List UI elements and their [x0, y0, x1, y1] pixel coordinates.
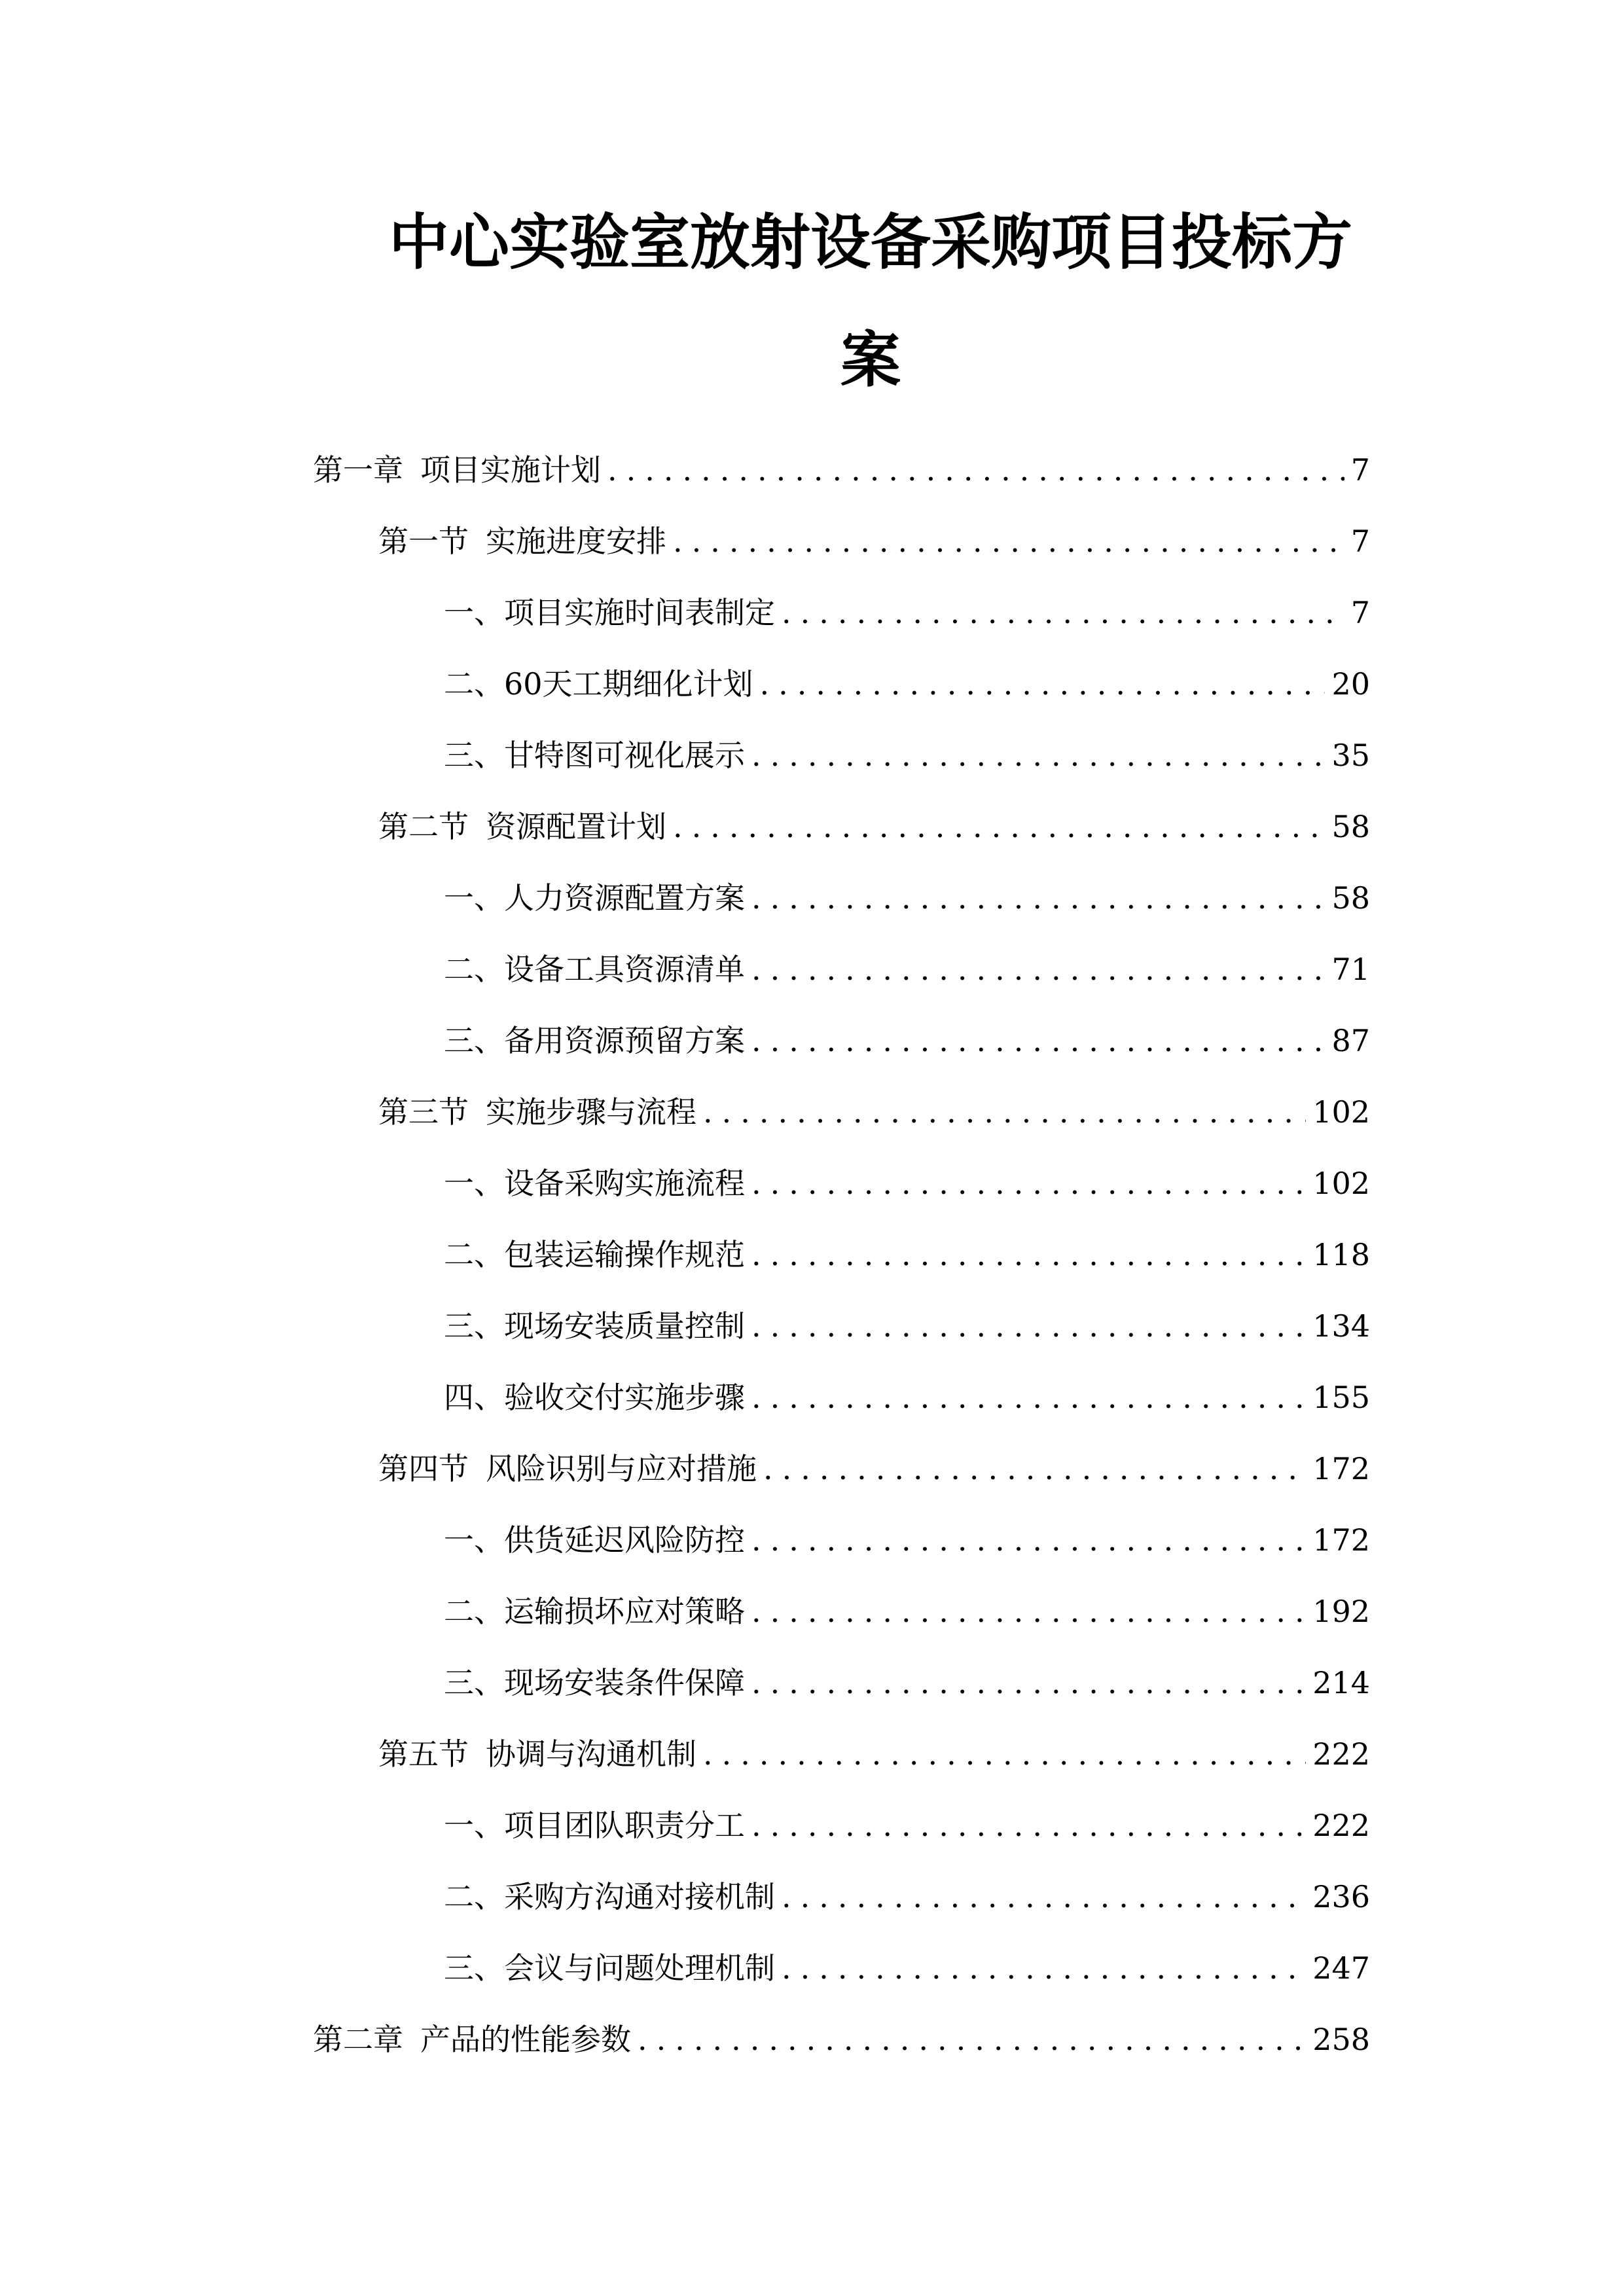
toc-dot-leader [703, 1092, 1306, 1132]
toc-entry-title: 设备工具资源清单 [504, 952, 745, 987]
toc-entry-title: 实施进度安排 [486, 524, 666, 559]
toc-dot-leader [782, 1877, 1306, 1916]
toc-entry-page: 20 [1331, 666, 1370, 702]
toc-entry-number: 第五节 [378, 1736, 469, 1772]
toc-entry-chapter-2[interactable] [313, 2020, 1370, 2059]
toc-entry-section-1-1[interactable] [378, 522, 1370, 561]
toc-dot-leader [763, 1449, 1306, 1488]
toc-entry-page: 7 [1350, 595, 1370, 630]
toc-dot-leader [607, 450, 1344, 490]
toc-entry-item[interactable] [444, 593, 1370, 632]
toc-entry-title: 协调与沟通机制 [486, 1736, 696, 1772]
toc-entry-number: 第三节 [378, 1094, 469, 1130]
document-title-line-2: 案 [840, 325, 901, 395]
toc-entry-number: 第二节 [378, 809, 469, 844]
toc-dot-leader [638, 2020, 1306, 2059]
toc-entry-title: 现场安装质量控制 [504, 1308, 745, 1344]
toc-entry-number: 第一章 [313, 452, 403, 488]
toc-entry-title: 人力资源配置方案 [504, 880, 745, 916]
toc-entry-number: 一、 [444, 1166, 504, 1201]
toc-entry-number: 一、 [444, 1808, 504, 1843]
toc-entry-page: 236 [1312, 1879, 1370, 1914]
toc-entry-number: 一、 [444, 595, 504, 630]
toc-entry-number: 一、 [444, 1522, 504, 1558]
toc-dot-leader [751, 1663, 1306, 1702]
toc-entry-number: 三、 [444, 1308, 504, 1344]
toc-entry-title: 项目实施时间表制定 [504, 595, 775, 630]
toc-entry-item[interactable] [444, 878, 1370, 918]
toc-entry-title: 运输损坏应对策略 [504, 1594, 745, 1629]
toc-dot-leader [751, 1378, 1306, 1417]
document-title-line-1: 中心实验室放射设备采购项目投标方 [388, 207, 1352, 278]
toc-entry-page: 155 [1312, 1380, 1370, 1415]
toc-entry-section-1-3[interactable] [378, 1092, 1370, 1132]
toc-entry-item[interactable] [444, 1235, 1370, 1274]
toc-entry-number: 三、 [444, 1950, 504, 1986]
toc-entry-page: 71 [1331, 952, 1370, 987]
toc-entry-section-1-2[interactable] [378, 807, 1370, 846]
toc-entry-number: 三、 [444, 1665, 504, 1700]
toc-entry-number: 第二章 [313, 2022, 403, 2057]
toc-entry-page: 247 [1312, 1950, 1370, 1986]
toc-entry-page: 118 [1312, 1237, 1370, 1272]
toc-dot-leader [673, 807, 1325, 846]
toc-dot-leader [673, 522, 1344, 561]
toc-entry-page: 102 [1312, 1094, 1370, 1130]
toc-entry-item[interactable] [444, 736, 1370, 775]
toc-entry-title: 采购方沟通对接机制 [504, 1879, 775, 1914]
toc-entry-page: 102 [1312, 1166, 1370, 1201]
toc-entry-number: 第一节 [378, 524, 469, 559]
toc-entry-number: 第四节 [378, 1451, 469, 1486]
toc-dot-leader [751, 1592, 1306, 1631]
toc-entry-item[interactable] [444, 664, 1370, 704]
toc-entry-page: 214 [1312, 1665, 1370, 1700]
toc-entry-title: 现场安装条件保障 [504, 1665, 745, 1700]
toc-entry-page: 222 [1312, 1808, 1370, 1843]
toc-entry-item[interactable] [444, 1164, 1370, 1203]
toc-entry-item[interactable] [444, 1021, 1370, 1060]
toc-entry-page: 35 [1331, 738, 1370, 773]
toc-entry-number: 三、 [444, 738, 504, 773]
toc-dot-leader [751, 1164, 1306, 1203]
toc-entry-page: 87 [1331, 1023, 1370, 1058]
toc-entry-title: 实施步骤与流程 [486, 1094, 696, 1130]
toc-dot-leader [751, 1235, 1306, 1274]
toc-entry-title: 资源配置计划 [486, 809, 666, 844]
toc-entry-page: 172 [1312, 1451, 1370, 1486]
toc-entry-title: 产品的性能参数 [420, 2022, 631, 2057]
toc-dot-leader [760, 664, 1326, 704]
toc-entry-item[interactable] [444, 1806, 1370, 1845]
toc-entry-page: 192 [1312, 1594, 1370, 1629]
toc-entry-item[interactable] [444, 1378, 1370, 1417]
toc-entry-number: 二、 [444, 1237, 504, 1272]
toc-entry-number: 四、 [444, 1380, 504, 1415]
toc-entry-item[interactable] [444, 1592, 1370, 1631]
toc-entry-title: 60天工期细化计划 [504, 666, 753, 702]
toc-entry-item[interactable] [444, 1306, 1370, 1346]
toc-entry-item[interactable] [444, 1520, 1370, 1560]
toc-entry-title: 项目实施计划 [420, 452, 601, 488]
toc-dot-leader [751, 1520, 1306, 1560]
toc-entry-section-1-4[interactable] [378, 1449, 1370, 1488]
toc-dot-leader [751, 878, 1325, 918]
toc-entry-title: 供货延迟风险防控 [504, 1522, 745, 1558]
toc-entry-page: 7 [1350, 524, 1370, 559]
toc-dot-leader [751, 1806, 1306, 1845]
toc-dot-leader [751, 736, 1325, 775]
toc-entry-page: 134 [1312, 1308, 1370, 1344]
toc-entry-title: 风险识别与应对措施 [486, 1451, 757, 1486]
toc-entry-title: 会议与问题处理机制 [504, 1950, 775, 1986]
toc-entry-item[interactable] [444, 950, 1370, 989]
toc-entry-section-1-5[interactable] [378, 1734, 1370, 1774]
toc-entry-item[interactable] [444, 1663, 1370, 1702]
toc-entry-number: 二、 [444, 666, 504, 702]
toc-entry-title: 验收交付实施步骤 [504, 1380, 745, 1415]
toc-dot-leader [751, 950, 1325, 989]
toc-entry-item[interactable] [444, 1948, 1370, 1988]
toc-entry-page: 58 [1331, 809, 1370, 844]
toc-entry-item[interactable] [444, 1877, 1370, 1916]
toc-dot-leader [751, 1306, 1306, 1346]
toc-dot-leader [782, 593, 1344, 632]
toc-entry-title: 包装运输操作规范 [504, 1237, 745, 1272]
toc-dot-leader [751, 1021, 1325, 1060]
toc-entry-page: 172 [1312, 1522, 1370, 1558]
toc-entry-number: 二、 [444, 1879, 504, 1914]
toc-dot-leader [703, 1734, 1306, 1774]
toc-entry-title: 设备采购实施流程 [504, 1166, 745, 1201]
toc-entry-number: 三、 [444, 1023, 504, 1058]
toc-entry-number: 一、 [444, 880, 504, 916]
toc-entry-page: 222 [1312, 1736, 1370, 1772]
toc-entry-number: 二、 [444, 1594, 504, 1629]
toc-entry-title: 甘特图可视化展示 [504, 738, 745, 773]
toc-entry-page: 258 [1312, 2022, 1370, 2057]
toc-entry-chapter-1[interactable] [313, 450, 1370, 490]
toc-entry-title: 备用资源预留方案 [504, 1023, 745, 1058]
toc-entry-page: 7 [1350, 452, 1370, 488]
toc-entry-page: 58 [1331, 880, 1370, 916]
toc-entry-title: 项目团队职责分工 [504, 1808, 745, 1843]
toc-entry-number: 二、 [444, 952, 504, 987]
toc-dot-leader [782, 1948, 1306, 1988]
